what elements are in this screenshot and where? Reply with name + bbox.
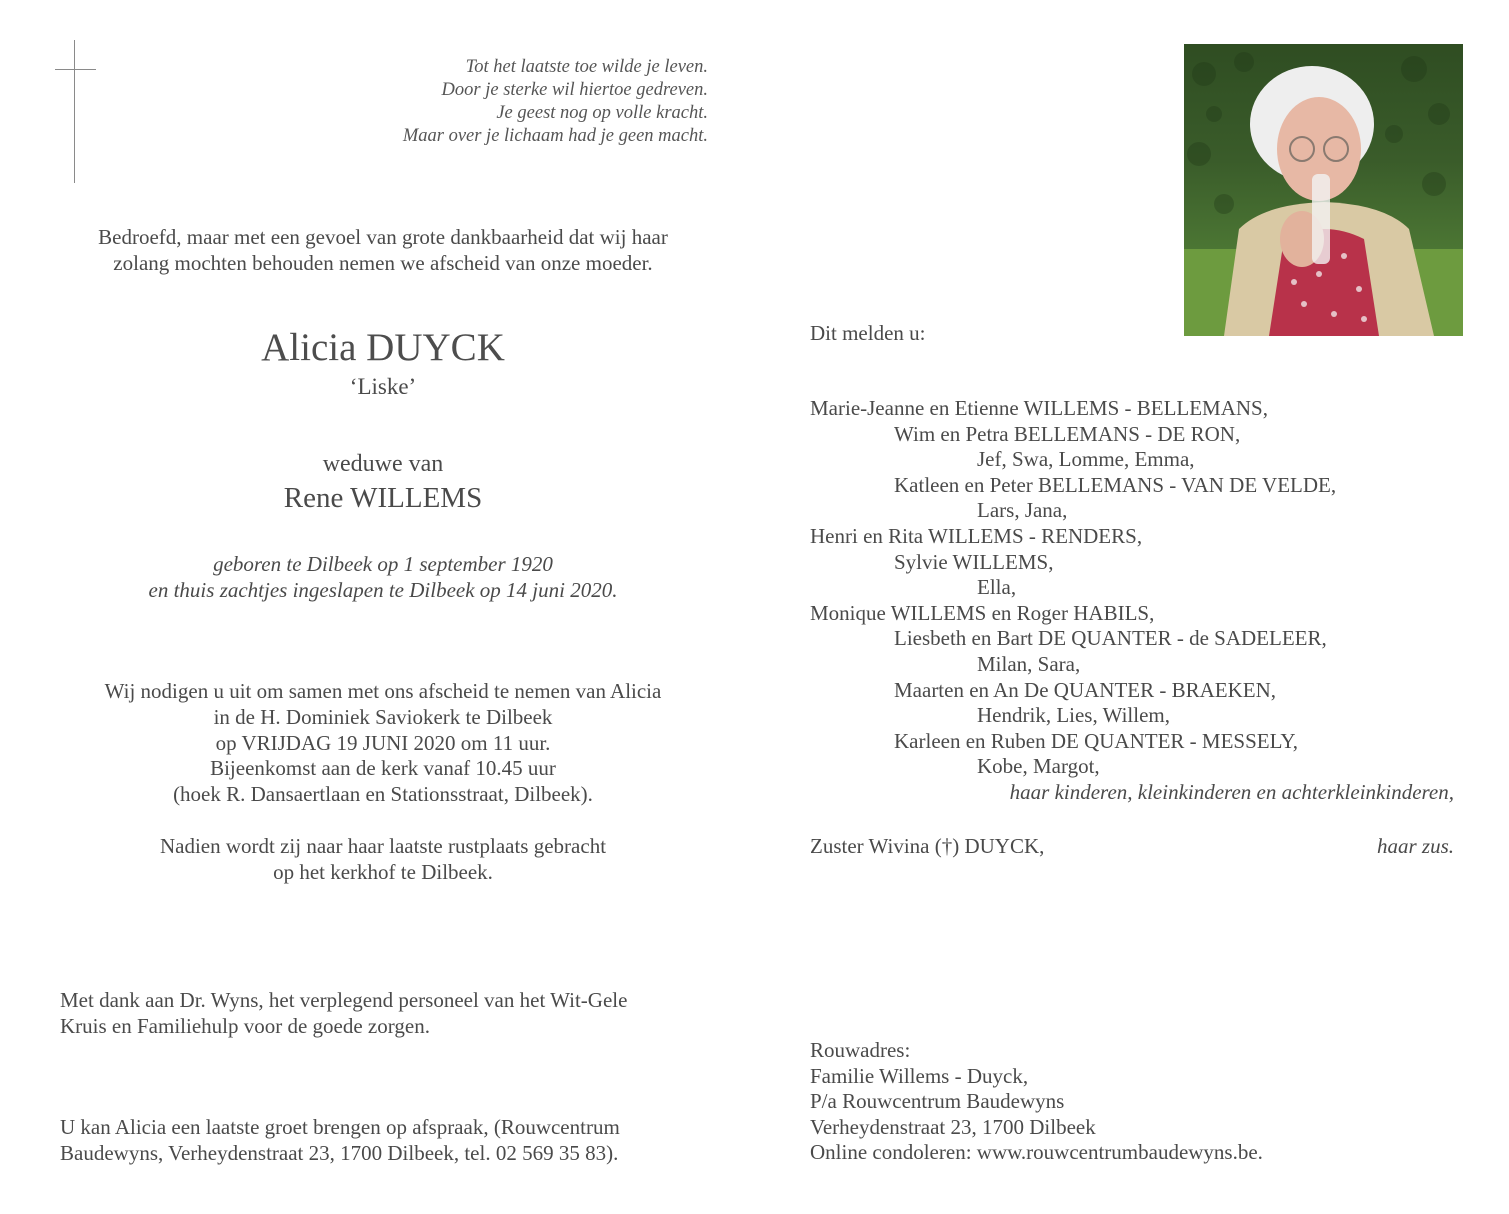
family-member: Lars, Jana, <box>977 498 1068 523</box>
visit-text <box>60 1114 620 1166</box>
family-member: Ella, <box>977 575 1017 600</box>
deceased-name: Alicia DUYCK <box>261 326 505 369</box>
widow-label: weduwe van <box>322 451 444 477</box>
family-member: Monique WILLEMS en Roger HABILS, <box>810 600 1155 625</box>
sister-relation: haar zus. <box>1376 834 1454 858</box>
address-line: Familie Willems - Duyck, <box>810 1063 1029 1088</box>
family-member: Milan, Sara, <box>977 651 1081 676</box>
address-line: P/a Rouwcentrum Baudewyns <box>810 1089 1065 1114</box>
burial-line: op het kerkhof te Dilbeek. <box>273 860 493 884</box>
portrait-photo <box>1184 44 1463 336</box>
family-member: Karleen en Ruben DE QUANTER - MESSELY, <box>894 728 1299 753</box>
address-line: Verheydenstraat 23, 1700 Dilbeek <box>810 1114 1096 1139</box>
invitation-line: (hoek R. Dansaertlaan en Stationsstraat, Dilbeek). <box>173 782 593 807</box>
family-member: Hendrik, Lies, Willem, <box>977 703 1170 728</box>
invitation-line: in de H. Dominiek Saviokerk te Dilbeek <box>213 704 553 729</box>
family-member: Kobe, Margot, <box>977 754 1100 779</box>
family-list <box>810 396 1460 806</box>
intro-line: zolang mochten behouden nemen we afscheid van onze moeder. <box>113 251 653 275</box>
thanks-line: Kruis en Familiehulp voor de goede zorgen. <box>60 1014 430 1038</box>
intro-line: Bedroefd, maar met een gevoel van grote dankbaarheid dat wij haar <box>98 225 668 249</box>
invitation-line: Wij nodigen u uit om samen met ons afscheid te nemen van Alicia <box>104 679 662 703</box>
cross-icon <box>74 40 75 183</box>
cross-icon-bar <box>55 69 96 70</box>
family-member: Henri en Rita WILLEMS - RENDERS, <box>810 523 1143 548</box>
poem-line: Tot het laatste toe wilde je leven. <box>465 57 708 77</box>
poem <box>300 56 708 148</box>
poem-line: Maar over je lichaam had je geen macht. <box>402 126 708 146</box>
poem-line: Door je sterke wil hiertoe gedreven. <box>441 80 708 100</box>
thanks-text <box>60 987 627 1039</box>
family-member: Maarten en An De QUANTER - BRAEKEN, <box>894 677 1277 702</box>
family-closing: haar kinderen, kleinkinderen en achterkleinkinderen, <box>1009 779 1454 804</box>
announcement-label: Dit melden u: <box>810 321 926 345</box>
family-member: Katleen en Peter BELLEMANS - VAN DE VELDE, <box>894 472 1337 497</box>
deceased-nickname: ‘Liske’ <box>349 374 417 399</box>
mourning-address <box>810 1038 1263 1166</box>
family-member: Jef, Swa, Lomme, Emma, <box>977 447 1195 472</box>
birth-line: geboren te Dilbeek op 1 september 1920 <box>213 552 553 576</box>
life-dates <box>40 551 726 603</box>
intro-text <box>40 224 726 276</box>
spouse-name: Rene WILLEMS <box>283 482 483 514</box>
family-member: Sylvie WILLEMS, <box>894 549 1054 574</box>
poem-line: Je geest nog op volle kracht. <box>496 103 708 123</box>
family-member: Liesbeth en Bart DE QUANTER - de SADELEER, <box>894 626 1327 651</box>
death-line: en thuis zachtjes ingeslapen te Dilbeek op 14 juni 2020. <box>148 578 618 602</box>
family-member: Marie-Jeanne en Etienne WILLEMS - BELLEMANS, <box>810 396 1268 420</box>
portrait-illustration <box>1184 44 1463 336</box>
sister-name: Zuster Wivina (†) DUYCK, <box>810 834 1045 858</box>
thanks-line: Met dank aan Dr. Wyns, het verplegend personeel van het Wit-Gele <box>60 988 628 1012</box>
visit-line: U kan Alicia een laatste groet brengen op afspraak, (Rouwcentrum <box>60 1115 620 1139</box>
invitation-line: Bijeenkomst aan de kerk vanaf 10.45 uur <box>210 756 556 781</box>
invitation-line: op VRIJDAG 19 JUNI 2020 om 11 uur. <box>215 730 551 755</box>
burial-line: Nadien wordt zij naar haar laatste rustplaats gebracht <box>159 834 607 858</box>
address-heading: Rouwadres: <box>810 1038 911 1062</box>
family-member: Wim en Petra BELLEMANS - DE RON, <box>894 421 1241 446</box>
burial-text <box>40 833 726 885</box>
funeral-invitation <box>40 679 726 808</box>
visit-line: Baudewyns, Verheydenstraat 23, 1700 Dilbeek, tel. 02 569 35 83). <box>60 1141 619 1165</box>
condolence-link[interactable]: Online condoleren: www.rouwcentrumbaudewyns.be. <box>810 1140 1263 1165</box>
